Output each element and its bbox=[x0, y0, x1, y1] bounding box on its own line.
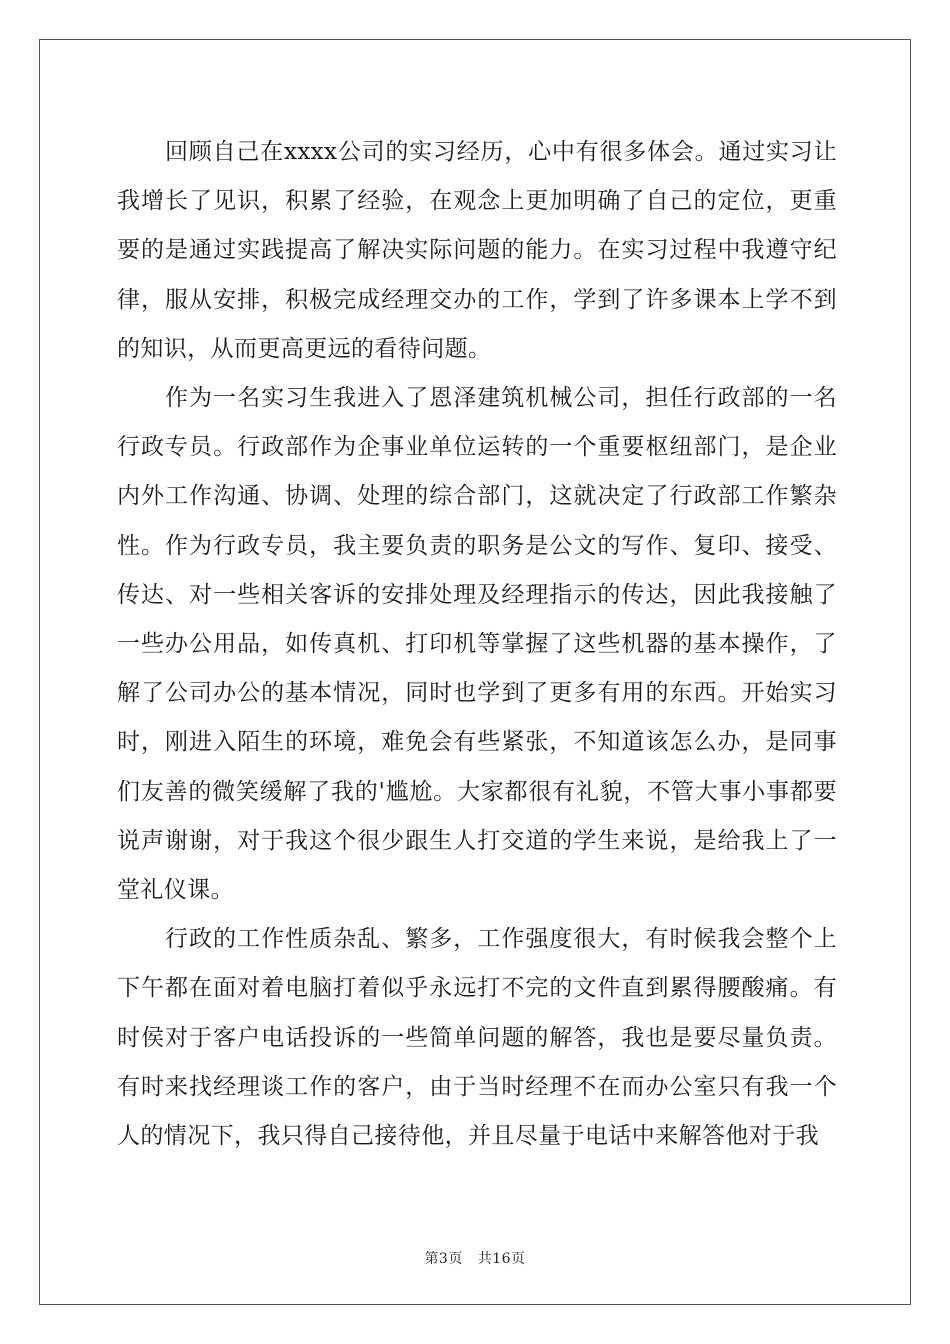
paragraph-2: 作为一名实习生我进入了恩泽建筑机械公司，担任行政部的一名行政专员。行政部作为企事业单位运转的一个重要枢纽部门，是企业内外工作沟通、协调、处理的综合部门，这就决定了行政部工作繁杂性。作为行政专员，我主要负责的职务是公文的写作、复印、接受、传达、对一些相关客诉的安排处理及经理指示的传达，因此我接触了一些办公用品，如传真机、打印机等掌握了这些机器的基本操作，了解了公司办公的基本情况，同时也学到了更多有用的东西。开始实习时，刚进入陌生的环境，难免会有些紧张，不知道该怎么办，是同事们友善的微笑缓解了我的'尴尬。大家都很有礼貌，不管大事小事都要说声谢谢，对于我这个很少跟生人打交道的学生来说，是给我上了一堂礼仪课。 bbox=[117, 385, 837, 904]
page-number: 第3页 bbox=[424, 1251, 463, 1267]
page-footer bbox=[0, 1248, 950, 1268]
document-body bbox=[117, 128, 837, 1161]
paragraph-1: 回顾自己在xxxx公司的实习经历，心中有很多体会。通过实习让我增长了见识，积累了经验，在观念上更加明确了自己的定位，更重要的是通过实践提高了解决实际问题的能力。在实习过程中我遵守纪律，服从安排，积极完成经理交办的工作，学到了许多课本上学不到的知识，从而更高更远的看待问题。 bbox=[117, 139, 837, 362]
paragraph-3: 行政的工作性质杂乱、繁多，工作强度很大，有时候我会整个上下午都在面对着电脑打着似乎永远打不完的文件直到累得腰酸痛。有时侯对于客户电话投诉的一些简单问题的解答，我也是要尽量负责。有时来找经理谈工作的客户，由于当时经理不在而办公室只有我一个人的情况下，我只得自己接待他，并且尽量于电话中来解答他对于我 bbox=[117, 926, 837, 1150]
page-total: 共16页 bbox=[477, 1251, 526, 1267]
